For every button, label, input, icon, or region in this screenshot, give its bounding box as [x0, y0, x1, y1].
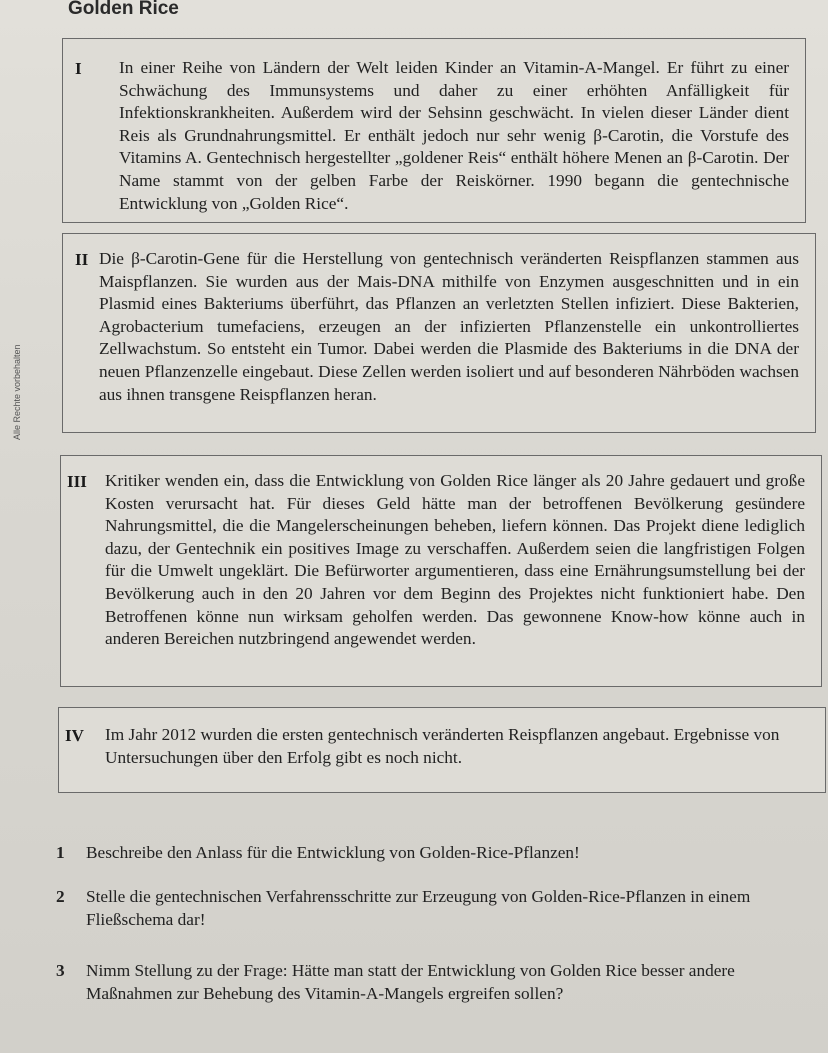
margin-copyright-note: Alle Rechte vorbehalten [12, 344, 22, 440]
section-number: I [75, 59, 82, 78]
section-text: Die β-Carotin-Gene für die Herstellung von gentechnisch veränderten Reispflanzen stammen aus Maispflanzen. Sie wurden aus der Mais-DNA mithilfe von Enzymen ausgeschnitten und in ein Plasmid eines Bakteriums überführt, das Pflanzen an verletzten Stellen infiziert. Diese Bakterien, Agrobacterium tumefaciens, erzeugen an der infizierten Pflanzenstelle ein unkontrolliertes Zellwachstum. So entsteht ein Tumor. Dabei werden die Plasmide des Bakteriums in die DNA der neuen Pflanzenzelle eingebaut. Diese Zellen werden isoliert und auf besonderen Nährböden wachsen aus ihnen transgene Reispflanzen heran. [99, 249, 799, 404]
section-text: In einer Reihe von Ländern der Welt leiden Kinder an Vitamin-A-Mangel. Er führt zu einer Schwächung des Immunsystems und daher zu einer erhöhten Anfälligkeit für Infektionskrankheiten. Außerdem wird der Sehsinn geschwächt. In vielen dieser Länder dient Reis als Grundnahrungsmittel. Er enthält jedoch nur sehr wenig β-Carotin, die Vorstufe des Vitamins A. Gentechnisch hergestellter „goldener Reis“ enthält höhere Menen an β-Carotin. Der Name stammt von der gelben Farbe der Reiskörner. 1990 begann die gentechnische Entwicklung von „Golden Rice“. [119, 58, 789, 213]
task-number: 1 [56, 843, 65, 862]
task-item [56, 960, 816, 1010]
section-text: Im Jahr 2012 wurden die ersten gentechnisch veränderten Reispflanzen angebaut. Ergebnisse von Untersuchungen über den Erfolg gibt es noch nicht. [105, 725, 780, 767]
task-item [56, 886, 816, 936]
text-box-section-2 [62, 233, 816, 433]
text-box-section-3 [60, 455, 822, 687]
task-text: Beschreibe den Anlass für die Entwicklung von Golden-Rice-Pflanzen! [86, 843, 580, 862]
page-title: Golden Rice [68, 0, 179, 19]
section-text: Kritiker wenden ein, dass die Entwicklung von Golden Rice länger als 20 Jahre gedauert und große Kosten verursacht hat. Für dieses Geld hätte man der betroffenen Bevölkerung gesündere Nahrungsmittel, die die Mangelerscheinungen beheben, liefern können. Das Projekt diene lediglich dazu, der Gentechnik ein positives Image zu verschaffen. Außerdem seien die langfristigen Folgen für die Umwelt ungeklärt. Die Befürworter argumentieren, dass eine Ernährungsumstellung bei der Bevölkerung auch in den 20 Jahren vor dem Beginn des Projektes nicht funktioniert habe. Den Betroffenen könne nun wirksam geholfen werden. Das gewonnene Know-how könne auch in anderen Bereichen nutzbringend angewendet werden. [105, 471, 805, 649]
task-item [56, 842, 816, 868]
section-number: III [67, 472, 87, 491]
task-text: Stelle die gentechnischen Verfahrensschritte zur Erzeugung von Golden-Rice-Pflanzen in einem Fließschema dar! [86, 887, 751, 929]
section-number: II [75, 250, 89, 269]
text-box-section-1 [62, 38, 806, 223]
task-number: 2 [56, 887, 65, 906]
text-box-section-4 [58, 707, 826, 793]
section-number: IV [65, 726, 84, 745]
task-text: Nimm Stellung zu der Frage: Hätte man statt der Entwicklung von Golden Rice besser andere Maßnahmen zur Behebung des Vitamin-A-Mangels ergreifen sollen? [86, 961, 735, 1003]
task-number: 3 [56, 961, 65, 980]
